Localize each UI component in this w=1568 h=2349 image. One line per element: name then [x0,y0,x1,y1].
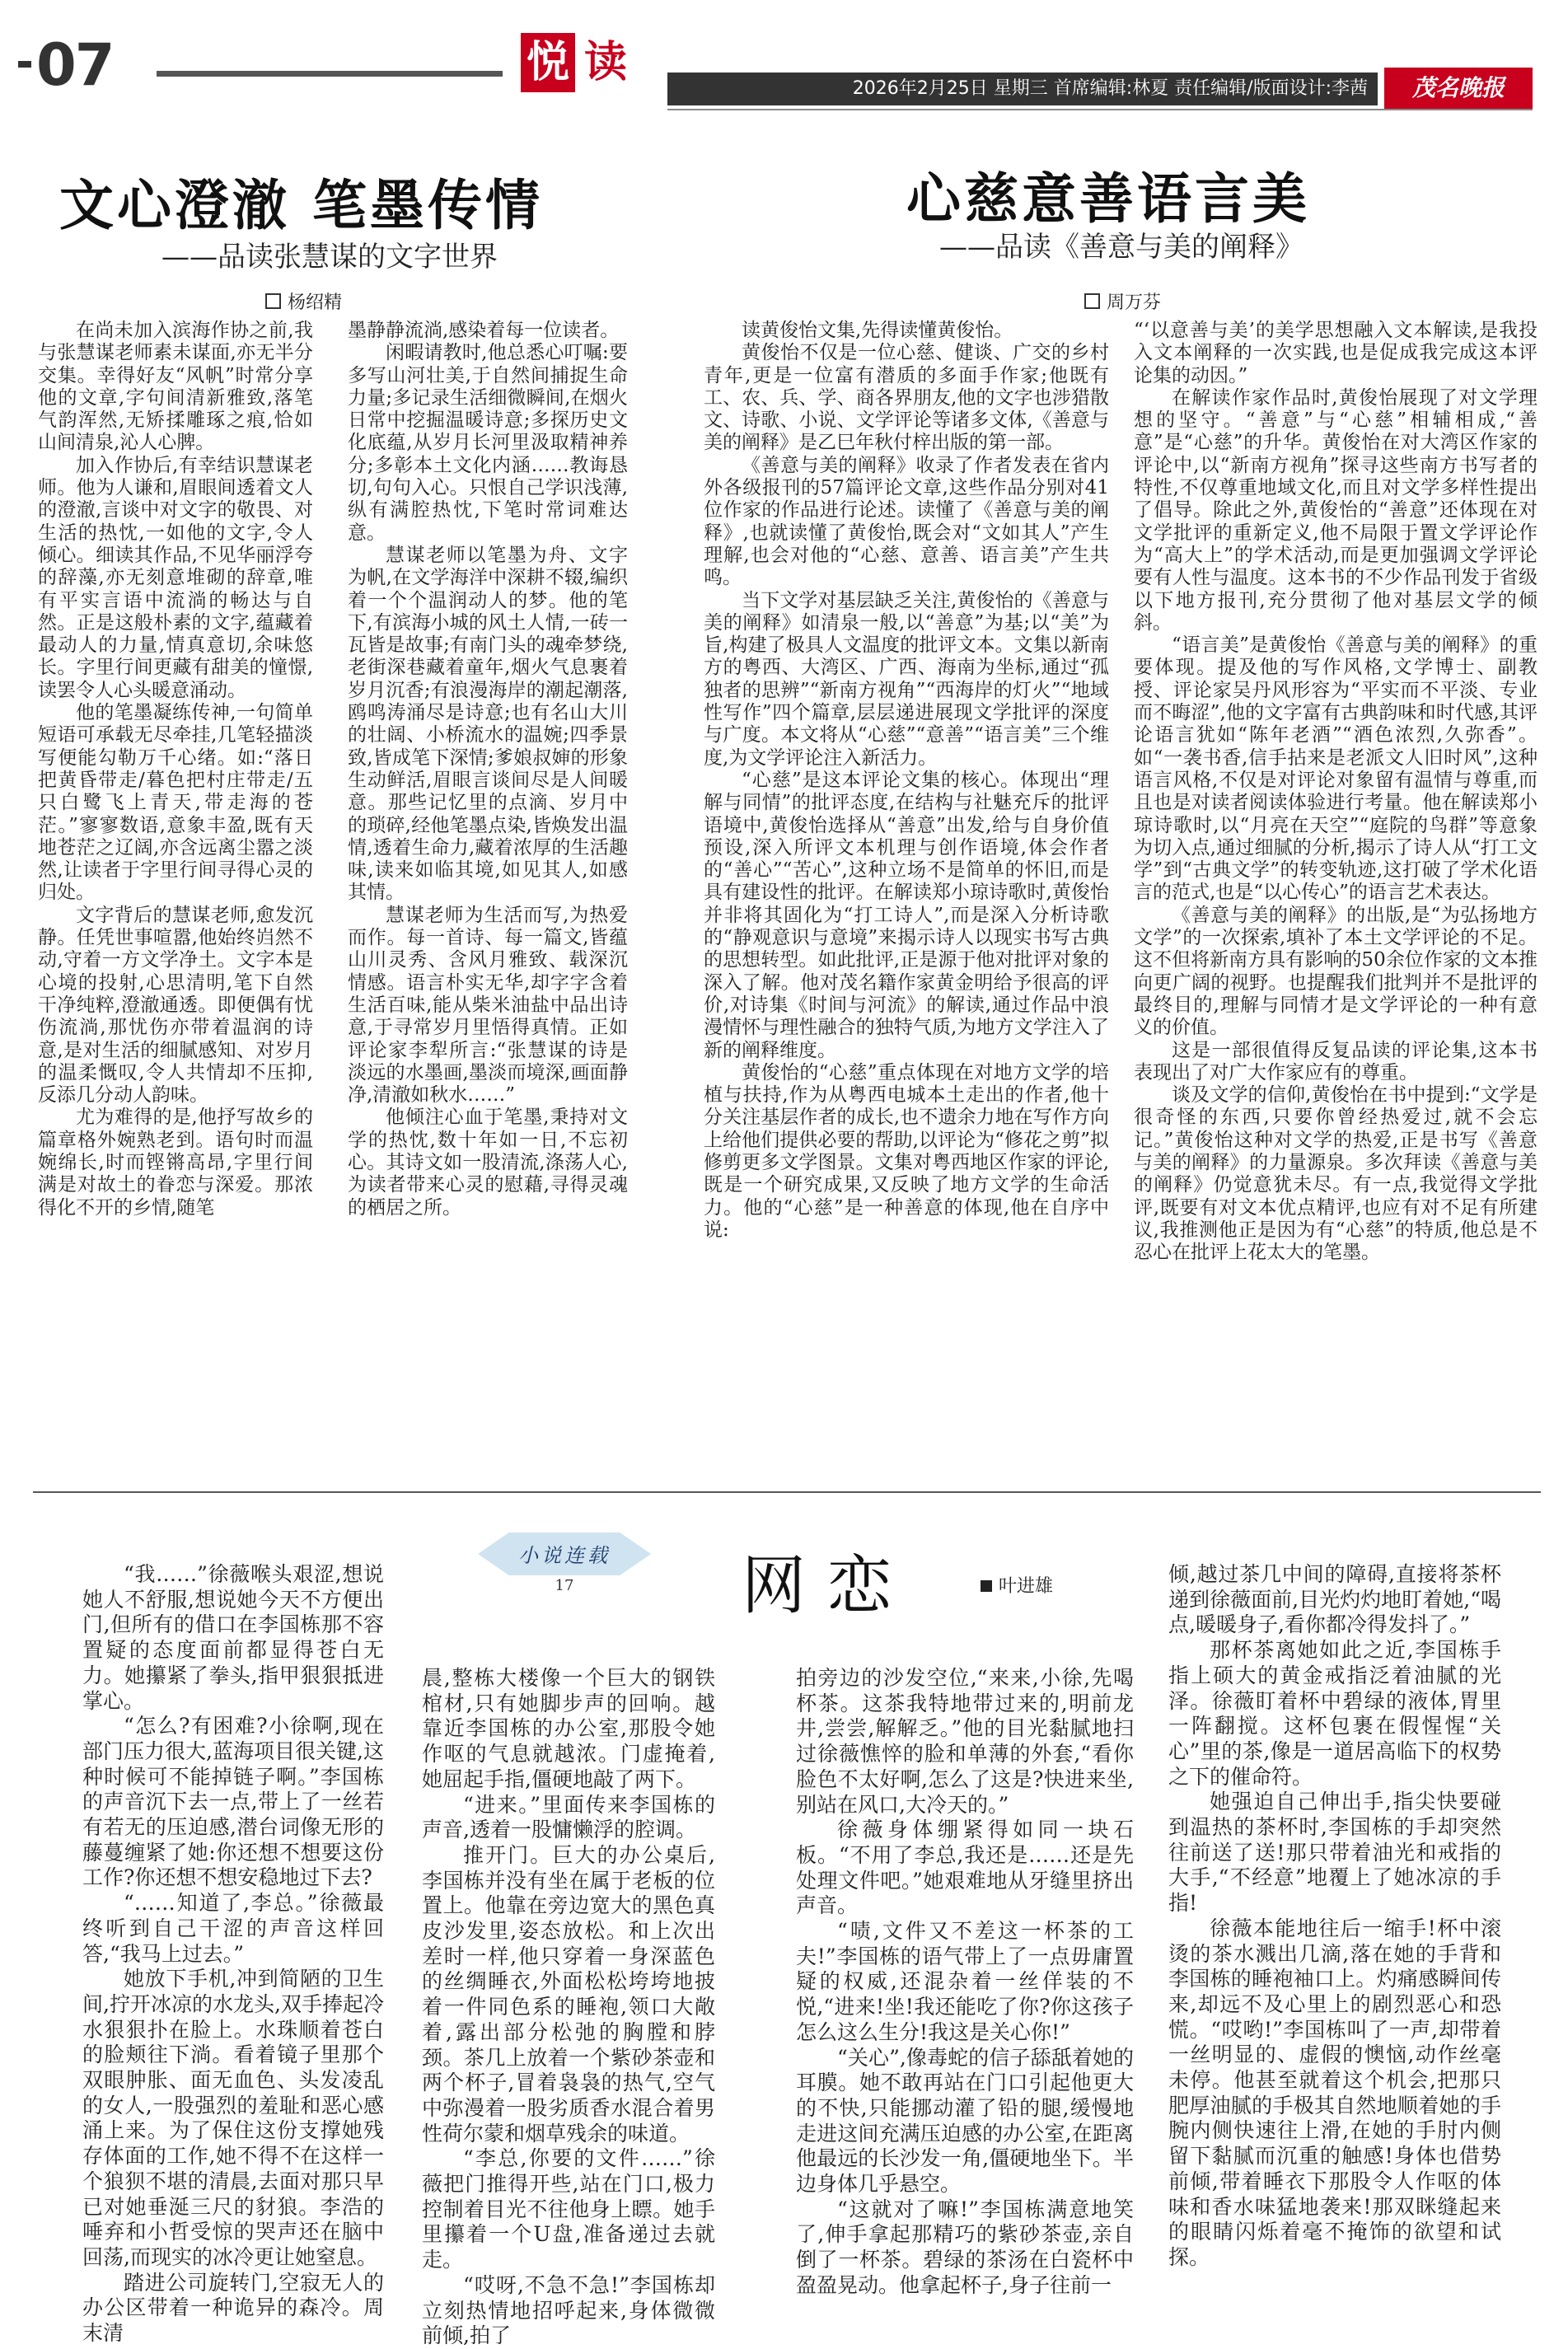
paragraph: 他的笔墨凝练传神,一句简单短语可承载无尽牵挂,几笔轻描淡写便能勾勒万千心绪。如:“落日把黄昏带走/暮色把村庄带走/五只白鹭飞上青天,带走海的苍茫。”寥寥数语,意象丰盈,既有天地苍茫之辽阔,亦含远离尘嚣之淡然,让读者于字里行间寻得心灵的归处。 [38,702,313,904]
paragraph: “这就对了嘛!”李国栋满意地笑了,伸手拿起那精巧的紫砂茶壶,亲自倒了一杯茶。碧绿的茶汤在白瓷杯中盈盈晃动。他拿起杯子,身子往前一 [796,2197,1134,2297]
article2-author: 周万芬 [1084,288,1161,314]
article1-subtitle: ——品读张慧谋的文字世界 [161,241,498,274]
header-rule [157,71,503,77]
paragraph: 尤为难得的是,他抒写故乡的篇章格外婉熟老到。语句时而温婉绵长,时而铿锵高昂,字里行间满是对故土的眷恋与深爱。那浓得化不开的乡情,随笔 [38,1107,313,1219]
article1-author: 杨绍精 [265,288,342,314]
paragraph: 她强迫自己伸出手,指尖快要碰到温热的茶杯时,李国栋的手却突然往前送了送!那只带着油光和戒指的大手,“不经意”地覆上了她冰凉的手指! [1168,1790,1501,1916]
novel-title: 网恋 [742,1549,914,1623]
dateline: 2026年2月25日 星期三 首席编辑:林夏 责任编辑/版面设计:李茜 [667,73,1378,105]
serial-badge-number: 17 [555,1577,574,1594]
serial-badge-label: 小说连载 [518,1544,611,1567]
paragraph: 推开门。巨大的办公桌后,李国栋并没有坐在属于老板的位置上。他靠在旁边宽大的黑色真皮沙发里,姿态放松。和上次出差时一样,他只穿着一身深蓝色的丝绸睡衣,外面松松垮垮地披着一件同色系的睡袍,领口大敞着,露出部分松弛的胸膛和脖颈。茶几上放着一个紫砂茶壶和两个杯子,冒着袅袅的热气,空气中弥漫着一股劣质香水混合着男性荷尔蒙和烟草残余的味道。 [422,1842,715,2145]
paragraph: 当下文学对基层缺乏关注,黄俊怡的《善意与美的阐释》如清泉一般,以“善意”为基;以“美”为旨,构建了极具人文温度的批评文本。文集以新南方的粤西、大湾区、广西、海南为坐标,通过“孤独者的思辨”“新南方视角”“西海岸的灯火”“地域性写作”四个篇章,层层递进展现文学批评的深度与广度。本文将从“心慈”“意善”“语言美”三个维度,为文学评论注入新活力。 [704,589,1109,769]
paragraph: “进来。”里面传来李国栋的声音,透着一股慵懒浮的腔调。 [422,1792,715,1842]
paragraph: 慧谋老师以笔墨为舟、文字为帆,在文学海洋中深耕不辍,编织着一个个温润动人的梦。他的笔下,有滨海小城的风土人情,一砖一瓦皆是故事;有南门头的魂牵梦绕,老街深巷藏着童年,烟火气息裹着岁月沉香;有浪漫海岸的潮起潮落,鸥鸣涛涌尽是诗意;也有名山大川的壮阔、小桥流水的温婉;四季景致,皆成笔下深情;爹娘叔婶的形象生动鲜活,眉眼言谈间尽是人间暖意。那些记忆里的点滴、岁月中的琐碎,经他笔墨点染,皆焕发出温情,透着生命力,藏着浓厚的生活趣味,读来如临其境,如见其人,如感其情。 [348,544,628,904]
paragraph: 她放下手机,冲到简陋的卫生间,拧开冰凉的水龙头,双手捧起冷水狠狠扑在脸上。水珠顺着苍白的脸颊往下淌。看着镜子里那个双眼肿胀、面无血色、头发凌乱的女人,一股强烈的羞耻和恶心感涌上来。为了保住这份支撑她残存体面的工作,她不得不在这样一个狼狈不堪的清晨,去面对那只早已对她垂涎三尺的豺狼。李浩的唾弃和小哲受惊的哭声还在脑中回荡,而现实的冰冷更让她窒息。 [82,1967,384,2269]
paragraph: “……知道了,李总。”徐薇最终听到自己干涩的声音这样回答,“我马上过去。” [82,1891,384,1966]
section-label-char1: 悦 [521,33,575,92]
masthead-logo: 茂名晚报 [1384,68,1533,109]
article2-column-2 [1134,320,1538,1437]
paragraph: “哎呀,不急不急!”李国栋却立刻热情地招呼起来,身体微微前倾,拍了 [422,2272,715,2348]
article1-column-2 [348,320,628,1437]
paragraph: “心慈”是这本评论文集的核心。体现出“理解与同情”的批评态度,在结构与社魅充斥的批评语境中,黄俊怡选择从“善意”出发,给与自身价值预设,深入所评文本机理与创作语境,体会作者的“善心”“苦心”,这种立场不是简单的怀旧,而是具有建设性的批评。在解读郑小琼诗歌时,黄俊怡并非将其固化为“打工诗人”,而是深入分析诗歌的“静观意识与意境”来揭示诗人以现实书写古典的思想转型。如此批评,正是源于他对批评对象的深入了解。他对茂名籍作家黄金明给予很高的评价,对诗集《时间与河流》的解读,通过作品中浪漫情怀与理性融合的独特气质,为地方文学注入了新的阐释维度。 [704,769,1109,1061]
paragraph: 他倾注心血于笔墨,秉持对文学的热忱,数十年如一日,不忘初心。其诗文如一股清流,涤荡人心,为读者带来心灵的慰藉,寻得灵魂的栖居之所。 [348,1107,628,1219]
paragraph: 黄俊怡不仅是一位心慈、健谈、广交的乡村青年,更是一位富有潜质的多面手作家;他既有工、农、兵、学、商各界朋友,他的文字也涉猎散文、诗歌、小说、文学评论等诸多文体,《善意与美的阐释》是乙巳年秋付梓出版的第一部。 [704,342,1109,454]
paragraph: “我……”徐薇喉头艰涩,想说她人不舒服,想说她今天不方便出门,但所有的借口在李国栋那不容置疑的态度面前都显得苍白无力。她攥紧了拳头,指甲狠狠抵进掌心。 [82,1562,384,1713]
paragraph: 拍旁边的沙发空位,“来来,小徐,先喝杯茶。这茶我特地带过来的,明前龙井,尝尝,解解乏。”他的目光黏腻地扫过徐薇憔悴的脸和单薄的外套,“看你脸色不太好啊,怎么了这是?快进来坐,别站在风口,大冷天的。” [796,1666,1134,1817]
article2-title: 心慈意善语言美 [906,166,1310,231]
paragraph: 倾,越过茶几中间的障碍,直接将茶杯递到徐薇面前,目光灼灼地盯着她,“喝点,暖暖身子,看你都冷得发抖了。” [1168,1562,1501,1637]
novel-author: 叶进雄 [981,1572,1053,1598]
paragraph: 墨静静流淌,感染着每一位读者。 [348,320,620,341]
paragraph: 晨,整栋大楼像一个巨大的钢铁棺材,只有她脚步声的回响。越靠近李国栋的办公室,那股令她作呕的气息就越浓。门虚掩着,她屈起手指,僵硬地敲了两下。 [422,1666,715,1791]
section-label-char2: 读 [578,33,633,92]
paragraph: 读黄俊怡文集,先得读懂黄俊怡。 [742,320,1013,341]
paragraph: 文字背后的慧谋老师,愈发沉静。任凭世事喧嚣,他始终岿然不动,守着一方文学净土。文字本是心境的投射,心思清明,笔下自然干净纯粹,澄澈通透。即便偶有忧伤流淌,那忧伤亦带着温润的诗意,是对生活的细腻感知、对岁月的温柔慨叹,令人共情却不压抑,反添几分动人韵味。 [38,904,313,1107]
paragraph: 黄俊怡的“心慈”重点体现在对地方文学的培植与扶持,作为从粤西电城本土走出的作者,他十分关注基层作者的成长,也不遗余力地在写作方向上给他们提供必要的帮助,以评论为“修花之剪”拟修剪更多文学图景。文集对粤西地区作家的评论,既是一个研究成果,又反映了地方文学的生命活力。他的“心慈”是一种善意的体现,他在自序中说: [704,1061,1109,1241]
header-thin-rule [667,109,1533,110]
article1-column-1 [38,320,313,1437]
page-number: 07 [18,31,113,99]
paragraph: 《善意与美的阐释》的出版,是“为弘扬地方文学”的一次探索,填补了本土文学评论的不足。这不但将新南方具有影响的50余位作家的文本推向更广阔的视野。也提醒我们批判并不是批评的最终目的,理解与同情才是文学评论的一种有意义的价值。 [1134,904,1538,1039]
serial-badge [478,1532,651,1594]
paragraph: 在尚未加入滨海作协之前,我与张慧谋老师素未谋面,亦无半分交集。幸得好友“风帆”时常分享他的文章,字句间清新雅致,落笔气韵浑然,无矫揉雕琢之痕,恰如山间清泉,沁人心脾。 [38,320,313,454]
paragraph: “李总,你要的文件……”徐薇把门推得开些,站在门口,极力控制着目光不往他身上瞟。她手里攥着一个U盘,准备递过去就走。 [422,2146,715,2272]
paragraph: 这是一部很值得反复品读的评论集,这本书表现出了对广大作家应有的尊重。 [1134,1039,1538,1083]
paragraph: “关心”,像毒蛇的信子舔舐着她的耳膜。她不敢再站在门口引起他更大的不快,只能挪动灌了铅的腿,缓慢地走进这间充满压迫感的办公室,在距离他最远的长沙发一角,僵硬地坐下。半边身体几乎悬空。 [796,2045,1134,2197]
novel-column-3 [796,1666,1134,2309]
paragraph: 踏进公司旋转门,空寂无人的办公区带着一种诡异的森冷。周末清 [82,2270,384,2346]
paragraph: 谈及文学的信仰,黄俊怡在书中提到:“文学是很奇怪的东西,只要你曾经热爱过,就不会忘记。”黄俊怡这种对文学的热爱,正是书写《善意与美的阐释》的力量源泉。多次拜读《善意与美的阐释》仍觉意犹未尽。有一点,我觉得文学批评,既要有对文本优点精评,也应有对不足有所建议,我推测他正是因为有“心慈”的特质,他总是不忍心在批评上花太大的笔墨。 [1134,1084,1538,1264]
paragraph: 加入作协后,有幸结识慧谋老师。他为人谦和,眉眼间透着文人的澄澈,言谈中对文字的敬畏、对生活的热忱,一如他的文字,令人倾心。细读其作品,不见华丽浮夸的辞藻,亦无刻意堆砌的辞章,唯有平实言语中流淌的畅达与自然。正是这般朴素的文字,蕴藏着最动人的力量,情真意切,余味悠长。字里行间更藏有甜美的憧憬,读罢令人心头暖意涌动。 [38,454,313,701]
paragraph: “啧,文件又不差这一杯茶的工夫!”李国栋的语气带上了一点毋庸置疑的权威,还混杂着一丝佯装的不悦,“进来!坐!我还能吃了你?你这孩子怎么这么生分!我这是关心你!” [796,1919,1134,2044]
paragraph: 那杯茶离她如此之近,李国栋手指上硕大的黄金戒指泛着油腻的光泽。徐薇盯着杯中碧绿的液体,胃里一阵翻搅。这杯包裹在假惺惺“关心”里的茶,像是一道居高临下的权势之下的催命符。 [1168,1638,1501,1789]
section-divider [33,1491,1541,1493]
paragraph: 徐薇本能地往后一缩手!杯中滚烫的茶水溅出几滴,落在她的手背和李国栋的睡袍袖口上。灼痛感瞬间传来,却远不及心里上的剧烈恶心和恐慌。“哎哟!”李国栋叫了一声,却带着一丝明显的、虚假的懊恼,动作丝毫未停。他甚至就着这个机会,把那只肥厚油腻的手极其自然地顺着她的手腕内侧快速往上滑,在她的手肘内侧留下黏腻而沉重的触感!身体也借势前倾,带着睡衣下那股令人作呕的体味和香水味猛地袭来!那双眯缝起来的眼睛闪烁着毫不掩饰的欲望和试探。 [1168,1916,1501,2269]
paragraph: 徐薇身体绷紧得如同一块石板。“不用了李总,我还是……还是先处理文件吧。”她艰难地从牙缝里挤出声音。 [796,1818,1134,1918]
novel-column-2 [422,1666,715,2348]
novel-column-4 [1168,1562,1501,2309]
article1-title: 文心澄澈 笔墨传情 [59,173,543,237]
paragraph: “怎么?有困难?小徐啊,现在部门压力很大,蓝海项目很关键,这种时候可不能掉链子啊。”李国栋的声音沉下去一点,带上了一丝若有若无的压迫感,潜台词像无形的藤蔓缠紧了她:你还想不想要这份工作?你还想不想安稳地过下去? [82,1714,384,1890]
paragraph: 闲暇请教时,他总悉心叮嘱:要多写山河壮美,于自然间捕捉生命力量;多记录生活细微瞬间,在烟火日常中挖掘温暖诗意;多探历史文化底蕴,从岁月长河里汲取精神养分;多彰本土文化内涵……教诲恳切,句句入心。只恨自己学识浅薄,纵有满腔热忱,下笔时常词难达意。 [348,342,628,544]
paragraph: “语言美”是黄俊怡《善意与美的阐释》的重要体现。提及他的写作风格,文学博士、副教授、评论家吴丹风形容为“平实而不平淡、专业而不晦涩”,他的文字富有古典韵味和时代感,其评论语言犹如“陈年老酒”“酒色浓烈,久弥香”。如“一袭书香,信手拈来是老派文人旧时风”,这种语言风格,不仅是对评论对象留有温情与尊重,而且也是对读者阅读体验进行考量。他在解读郑小琼诗歌时,以“月亮在天空”“庭院的鸟群”等意象为切入点,通过细腻的分析,揭示了诗人从“打工文学”到“古典文学”的转变轨迹,这打破了学术化语言的范式,也是“以心传心”的语言艺术表达。 [1134,634,1538,904]
novel-column-1 [82,1562,384,2346]
paragraph: 《善意与美的阐释》收录了作者发表在省内外各级报刊的57篇评论文章,这些作品分别对41位作家的作品进行论述。读懂了《善意与美的阐释》,也就读懂了黄俊怡,既会对“文如其人”产生理解,也会对他的“心慈、意善、语言美”产生共鸣。 [704,454,1109,589]
article2-column-1 [704,320,1109,1437]
article2-subtitle: ——品读《善意与美的阐释》 [939,231,1304,264]
paragraph: 在解读作家作品时,黄俊怡展现了对文学理想的坚守。“善意”与“心慈”相辅相成,“善意”是“心慈”的升华。黄俊怡在对大湾区作家的评论中,以“新南方视角”探寻这些南方书写者的特性,不仅尊重地域文化,而且对文学多样性提出了倡导。除此之外,黄俊怡的“善意”还体现在对文学批评的重新定义,他不局限于置文学评论作为“高大上”的学术活动,而是更加强调文学评论要有人性与温度。这本书的不少作品刊发于省级以下地方报刊,充分贯彻了他对基层文学的倾斜。 [1134,386,1538,634]
paragraph: 慧谋老师为生活而写,为热爱而作。每一首诗、每一篇文,皆蕴山川灵秀、含风月雅致、载深沉情感。语言朴实无华,却字字含着生活百味,能从柴米油盐中品出诗意,于寻常岁月里悟得真情。正如评论家李犁所言:“张慧谋的诗是淡远的水墨画,墨淡而境深,画面静净,清澈如秋水……” [348,904,628,1107]
paragraph: “‘以意善与美’的美学思想融入文本解读,是我投入文本阐释的一次实践,也是促成我完成这本评论集的动因。” [1134,320,1538,386]
